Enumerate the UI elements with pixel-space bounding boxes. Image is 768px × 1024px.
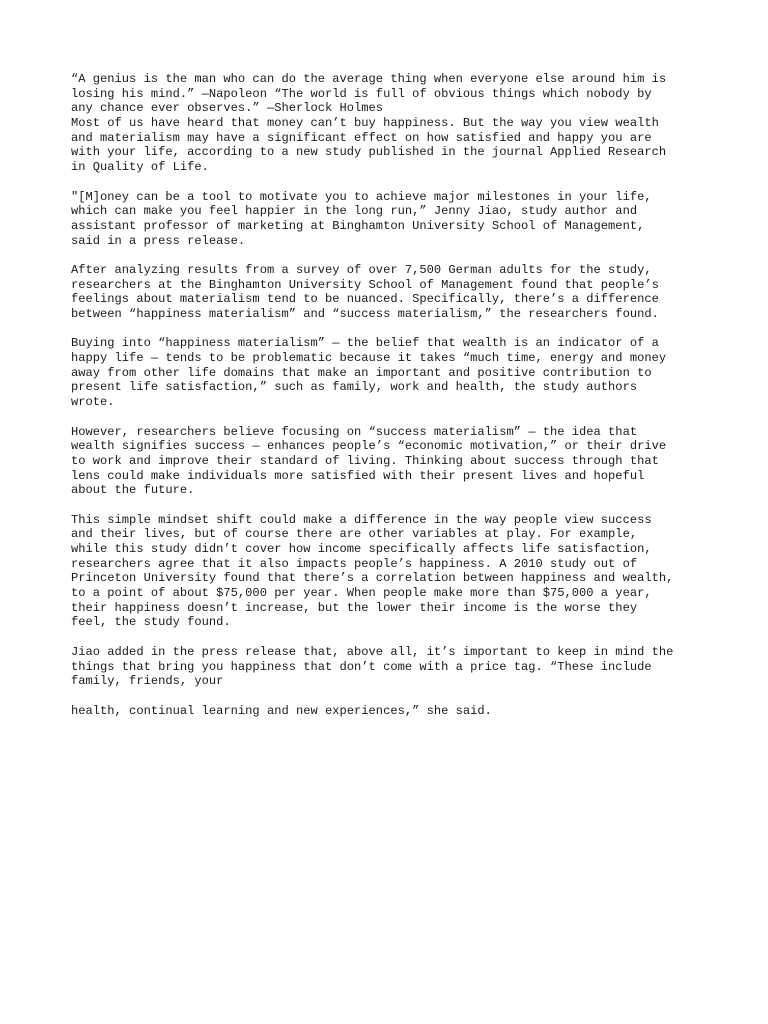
text-line: feelings about materialism tend to be nuanced. Specifically, there’s a difference (71, 292, 659, 307)
text-line: researchers agree that it also impacts people’s happiness. A 2010 study out of (71, 556, 638, 571)
paragraph-spacer (71, 322, 711, 337)
text-line: wealth signifies success — enhances people’s “economic motivation,” or their drive (71, 439, 667, 454)
text-line: to a point of about $75,000 per year. When people make more than $75,000 a year, (71, 586, 652, 601)
text-line: Jiao added in the press release that, above all, it’s important to keep in mind the (71, 644, 674, 659)
text-line: about the future. (71, 483, 195, 498)
text-line: present life satisfaction,” such as family, work and health, the study authors (71, 380, 638, 395)
text-line: health, continual learning and new experiences,” she said. (71, 703, 492, 718)
text-line: Most of us have heard that money can’t buy happiness. But the way you view wealth (71, 116, 659, 131)
text-line: Princeton University found that there’s a correlation between happiness and wealth, (71, 571, 674, 586)
paragraph-price-tag (71, 645, 711, 689)
text-line: to work and improve their standard of living. Thinking about success through that (71, 453, 659, 468)
paragraph-survey (71, 263, 711, 322)
text-line: while this study didn’t cover how income specifically affects life satisfaction, (71, 542, 652, 556)
text-line: “A genius is the man who can do the average thing when everyone else around him is (71, 72, 667, 86)
text-line: family, friends, your (71, 674, 224, 689)
text-line: away from other life domains that make an important and positive contribution to (71, 365, 652, 380)
paragraph-spacer (71, 498, 711, 513)
text-line: said in a press release. (71, 233, 246, 248)
text-line: feel, the study found. (71, 615, 231, 630)
paragraph-closing (71, 704, 711, 719)
text-line: and their lives, but of course there are other variables at play. For example, (71, 527, 638, 542)
text-line: any chance ever observes.” —Sherlock Holmes (71, 101, 384, 116)
text-line: things that bring you happiness that don’t come with a price tag. “These include (71, 659, 652, 674)
text-line: However, researchers believe focusing on “success materialism” — the idea that (71, 424, 638, 439)
text-line: their happiness doesn’t increase, but the lower their income is the worse they (71, 600, 638, 615)
text-line: researchers at the Binghamton University School of Management found that people’s (71, 277, 659, 292)
paragraph-spacer (71, 175, 711, 190)
text-line: which can make you feel happier in the long run,” Jenny Jiao, study author and (71, 204, 638, 219)
text-line: with your life, according to a new study published in the journal Applied Research (71, 145, 667, 160)
text-line: This simple mindset shift could make a difference in the way people view success (71, 512, 652, 527)
text-line: wrote. (71, 395, 115, 410)
paragraph-mindset-shift (71, 513, 711, 631)
text-line: After analyzing results from a survey of over 7,500 German adults for the study, (71, 262, 652, 277)
paragraph-jiao-quote (71, 190, 711, 249)
paragraph-happiness-materialism (71, 336, 711, 409)
text-line: Buying into “happiness materialism” — the belief that wealth is an indicator of a (71, 336, 659, 351)
text-line: "[M]oney can be a tool to motivate you to achieve major milestones in your life, (71, 189, 652, 204)
paragraph-spacer (71, 689, 711, 704)
paragraph-spacer (71, 248, 711, 263)
text-line: lens could make individuals more satisfied with their present lives and hopeful (71, 468, 645, 483)
text-line: between “happiness materialism” and “success materialism,” the researchers found. (71, 307, 659, 321)
paragraph-spacer (71, 630, 711, 645)
text-line: losing his mind.” —Napoleon “The world is full of obvious things which nobody by (71, 86, 652, 101)
document-body (71, 72, 711, 718)
text-line: happy life — tends to be problematic because it takes “much time, energy and money (71, 351, 667, 366)
paragraph-success-materialism (71, 425, 711, 498)
paragraph-quotes-and-intro (71, 72, 711, 175)
text-line: in Quality of Life. (71, 160, 209, 175)
text-line: and materialism may have a significant effect on how satisfied and happy you are (71, 130, 652, 145)
paragraph-spacer (71, 410, 711, 425)
text-line: assistant professor of marketing at Binghamton University School of Management, (71, 218, 645, 233)
